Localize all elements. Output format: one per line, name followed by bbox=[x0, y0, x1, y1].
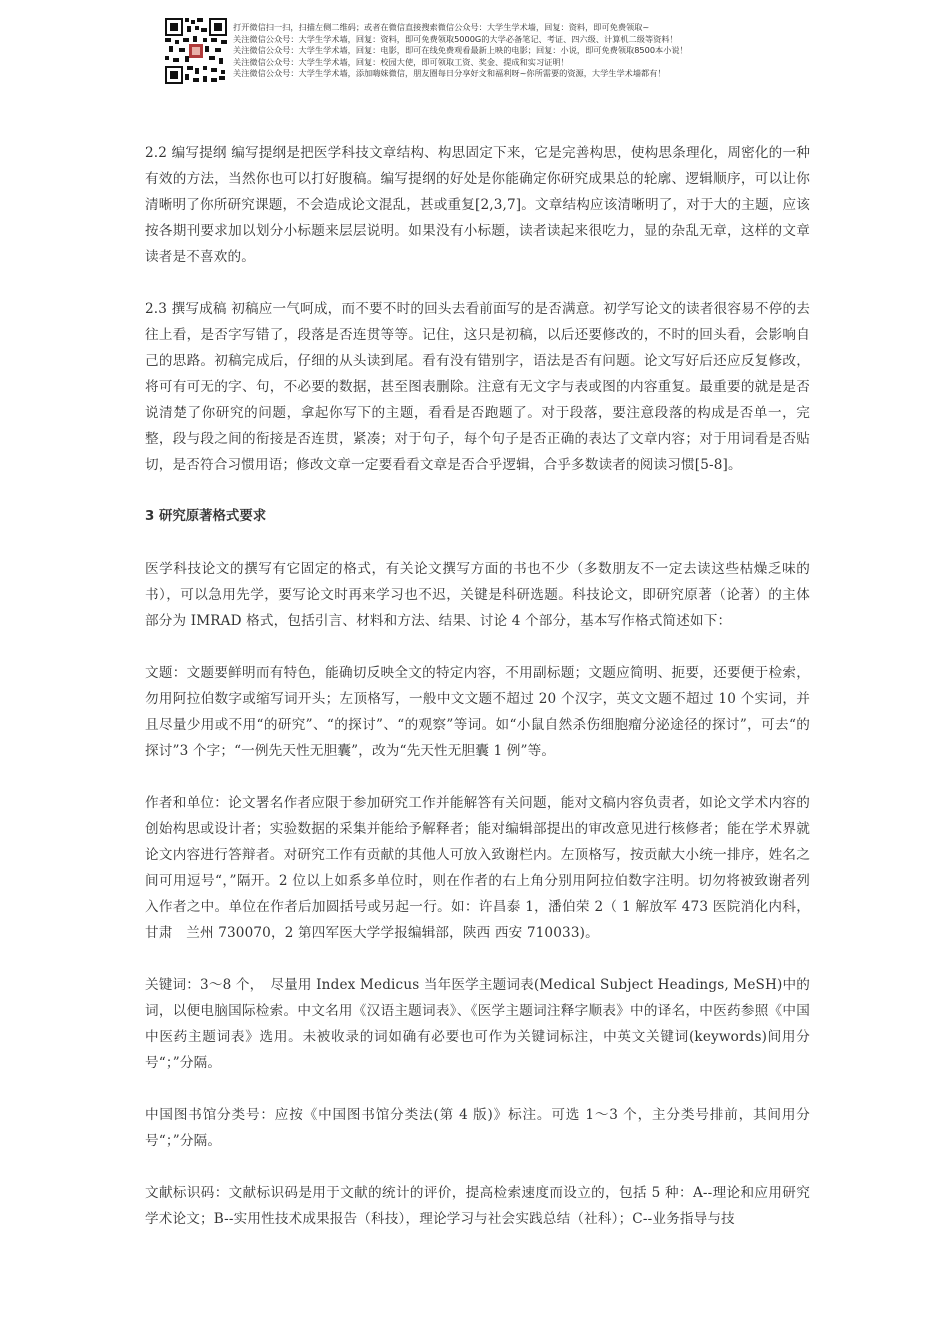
paragraph-2-3-draft: 2.3 撰写成稿 初稿应一气呵成，而不要不时的回头去看前面写的是否满意。初学写论文的读者很容易不停的去往上看，是否字写错了，段落是否连贯等等。记住，这只是初稿，以后还要修改的，不时的回头看，会影响自己的思路。初稿完成后，仔细的从头读到尾。看有没有错别字，语法是否有问题。论文写好后还应反复修改，将可有可无的字、句，不必要的数据，甚至图表删除。注意有无文字与表或图的内容重复。最重要的就是是否说清楚了你研究的问题，拿起你写下的主题，看看是否跑题了。对于段落，要注意段落的构成是否单一，完整，段与段之间的衔接是否连贯，紧凑；对于句子，每个句子是否正确的表达了文章内容；对于用词看是否贴切，是否符合习惯用语；修改文章一定要看看文章是否合乎逻辑，合乎多数读者的阅读习惯[5-8]。 bbox=[145, 301, 810, 473]
banner-line: 关注微信公众号：大学生学术墙，回复：电影，即可在线免费观看最新上映的电影；回复：小说，即可免费领取8500本小说！ bbox=[233, 45, 688, 56]
paragraph-authors: 作者和单位：论文署名作者应限于参加研究工作并能解答有关问题，能对文稿内容负责者，如论文学术内容的创始构思或设计者；实验数据的采集并能给予解释者；能对编辑部提出的审改意见进行核修者；能在学术界就论文内容进行答辩者。对研究工作有贡献的其他人可放入致谢栏内。左顶格写，按贡献大小统一排序，姓名之间可用逗号“，”隔开。2 位以上如系多单位时，则在作者的右上角分别用阿拉伯数字注明。切勿将被致谢者列入作者之中。单位在作者后加圆括号或另起一行。如：许昌泰 1，潘伯荣 2（ 1 解放军 473 医院消化内科，甘肃 兰州 730070，2 第四军医大学学报编辑部，陕西 西安 710033)。 bbox=[145, 795, 810, 941]
banner-line: 关注微信公众号：大学生学术墙，添加嗨妹微信，朋友圈每日分享好文和福利呀~你所需要的资源，大学生学术墙都有！ bbox=[233, 68, 666, 79]
paragraph-2-2-outline: 2.2 编写提纲 编写提纲是把医学科技文章结构、构思固定下来，它是完善构思，使构思条理化，周密化的一种有效的方法，当然你也可以打好腹稿。编写提纲的好处是你能确定你研究成果总的轮廓、逻辑顺序，可以让你清晰明了你所研究课题，不会造成论文混乱，甚或重复[2,3,7]。文章结构应该清晰明了，对于大的主题，应该按各期刊要求加以划分小标题来层层说明。如果没有小标题，读者读起来很吃力，显的杂乱无章，这样的文章读者是不喜欢的。 bbox=[145, 145, 810, 265]
section-heading-3: 3 研究原著格式要求 bbox=[145, 509, 267, 524]
paragraph-document-code: 文献标识码：文献标识码是用于文献的统计的评价，提高检索速度而设立的，包括 5 种：A--理论和应用研究学术论文；B--实用性技术成果报告（科技），理论学习与社会实践总结（社科）；C--业务指导与技 bbox=[145, 1185, 810, 1227]
banner-line: 关注微信公众号：大学生学术墙，回复：资料，即可免费领取5000G的大学必备笔记、考证、四六级、计算机二级等资料！ bbox=[233, 33, 678, 44]
banner-text bbox=[233, 22, 773, 80]
banner-line: 打开微信扫一扫，扫描左侧二维码；或者在微信直接搜索微信公众号：大学生学术墙，回复：资料，即可免费领取~ bbox=[233, 22, 650, 32]
qr-code-icon bbox=[165, 18, 227, 84]
paragraph-title: 文题：文题要鲜明而有特色，能确切反映全文的特定内容，不用副标题；文题应简明、扼要，还要便于检索，勿用阿拉伯数字或缩写词开头；左顶格写，一般中文文题不超过 20 个汉字，英文文题不超过 10 个实词，并且尽量少用或不用“的研究”、“的探讨”、“的观察”等词。如“小鼠自然杀伤细胞瘤分泌途径的探讨”，可去“的探讨”3 个字；“一例先天性无胆囊”，改为“先天性无胆囊 1 例”等。 bbox=[145, 665, 810, 759]
document-body bbox=[145, 140, 810, 1232]
banner-line: 关注微信公众号：大学生学术墙，回复：校园大使，即可领取工资、奖金、提成和实习证明！ bbox=[233, 56, 569, 67]
paragraph-classification: 中国图书馆分类号：应按《中国图书馆分类法(第 4 版)》标注。可选 1～3 个，主分类号排前，其间用分号“；”分隔。 bbox=[145, 1107, 810, 1149]
paragraph-keywords: 关键词：3～8 个， 尽量用 Index Medicus 当年医学主题词表(Medical Subject Headings, MeSH)中的词，以便电脑国际检索。中文名用《汉语主题词表》、《医学主题词注释字顺表》中的译名，中医药参照《中国中医药主题词表》选用。未被收录的词如确有必要也可作为关键词标注，中英文关键词(keywords)间用分号“；”分隔。 bbox=[145, 977, 810, 1071]
promo-banner bbox=[165, 18, 765, 88]
paragraph-format-intro: 医学科技论文的撰写有它固定的格式，有关论文撰写方面的书也不少（多数朋友不一定去读这些枯燥乏味的书），可以急用先学，要写论文时再来学习也不迟，关键是科研选题。科技论文，即研究原著（论著）的主体部分为 IMRAD 格式，包括引言、材料和方法、结果、讨论 4 个部分，基本写作格式简述如下： bbox=[145, 561, 810, 629]
